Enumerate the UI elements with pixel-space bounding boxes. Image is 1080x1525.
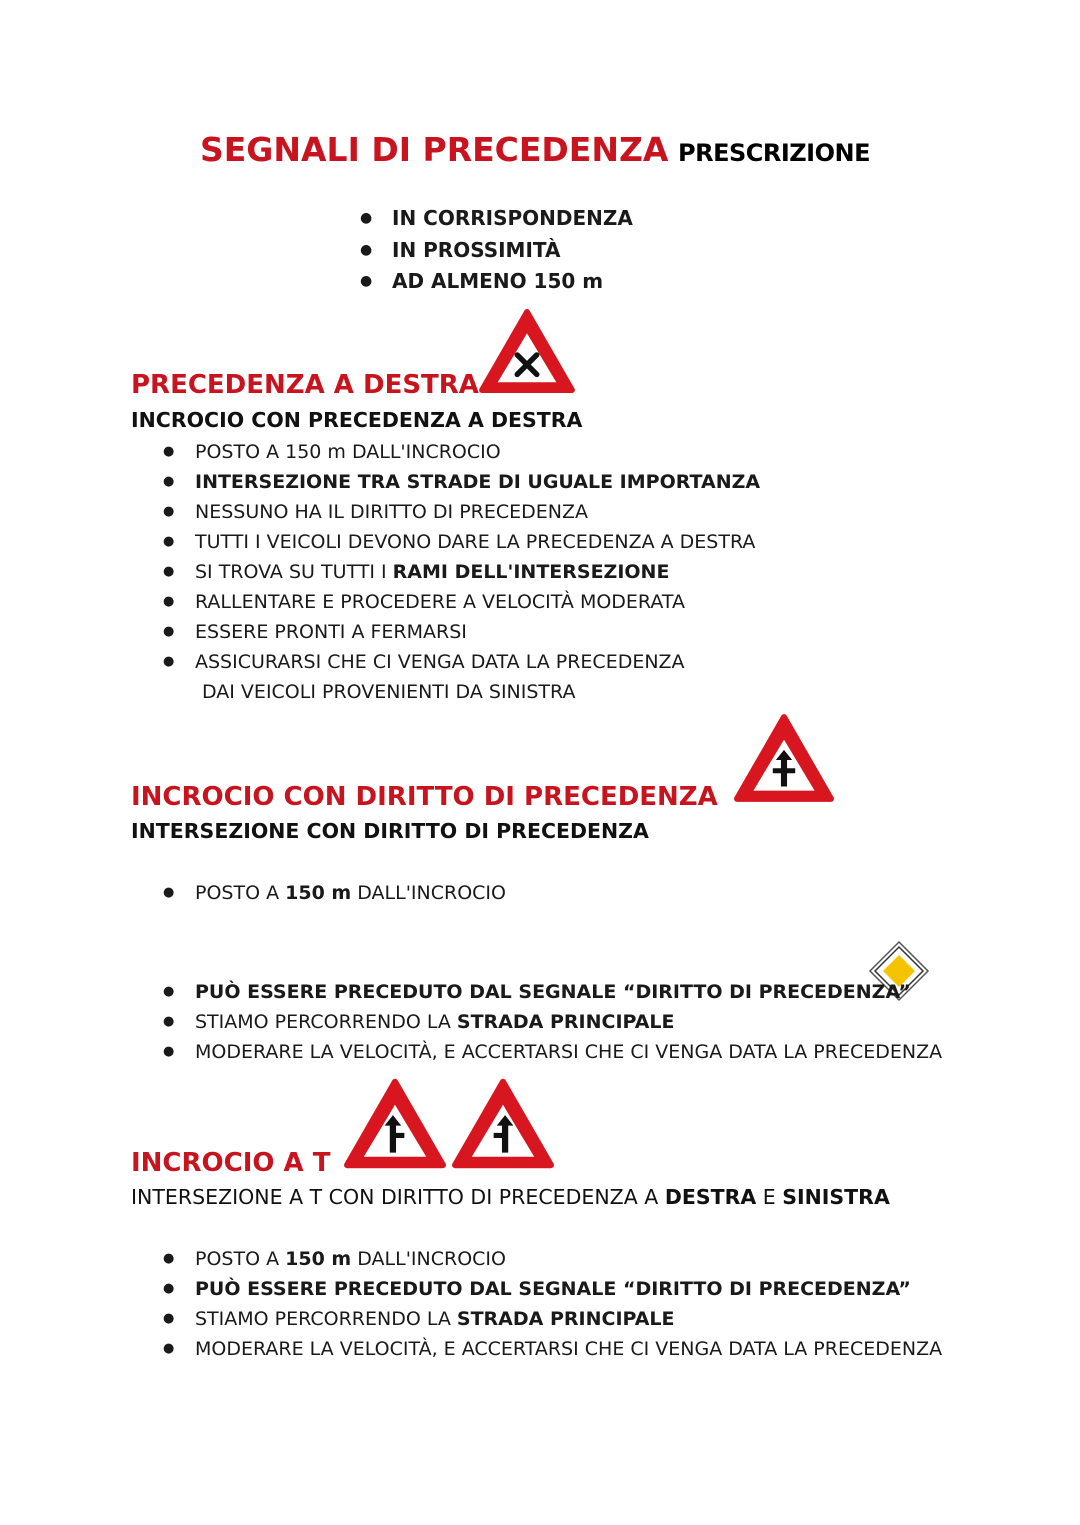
t-junction-left-sign-icon (451, 1076, 555, 1171)
list-item: ● NESSUNO HA IL DIRITTO DI PRECEDENZA (163, 497, 760, 527)
section-title-precedenza-destra: PRECEDENZA A DESTRA (131, 370, 479, 400)
section-list (163, 437, 760, 707)
list-item: ● ESSERE PRONTI A FERMARSI (163, 617, 760, 647)
list-item: ● ASSICURARSI CHE CI VENGA DATA LA PRECEDENZA (163, 647, 760, 677)
section-title-diritto-precedenza: INCROCIO CON DIRITTO DI PRECEDENZA (131, 782, 718, 812)
list-item: ● TUTTI I VEICOLI DEVONO DARE LA PRECEDENZA A DESTRA (163, 527, 760, 557)
section-list (163, 1244, 942, 1364)
list-item: ● POSTO A 150 m DALL'INCROCIO (163, 1244, 942, 1274)
list-item: ● POSTO A 150 m DALL'INCROCIO (163, 437, 760, 467)
list-item: ● IN PROSSIMITÀ (360, 235, 633, 267)
list-item: ● STIAMO PERCORRENDO LA STRADA PRINCIPALE (163, 1007, 942, 1037)
list-item: ● IN CORRISPONDENZA (360, 203, 633, 235)
t-junction-right-sign-icon (343, 1076, 447, 1171)
list-item-continuation: DAI VEICOLI PROVENIENTI DA SINISTRA (202, 681, 576, 703)
placement-list (360, 203, 633, 298)
section-subtitle: INTERSEZIONE CON DIRITTO DI PRECEDENZA (131, 819, 649, 843)
list-item: ● SI TROVA SU TUTTI I RAMI DELL'INTERSEZIONE (163, 557, 760, 587)
list-item: ● INTERSEZIONE TRA STRADE DI UGUALE IMPORTANZA (163, 467, 760, 497)
section-list (163, 878, 506, 908)
list-item: ● MODERARE LA VELOCITÀ, E ACCERTARSI CHE CI VENGA DATA LA PRECEDENZA (163, 1334, 942, 1364)
page-subtitle: PRESCRIZIONE (678, 139, 870, 167)
list-item: ● RALLENTARE E PROCEDERE A VELOCITÀ MODERATA (163, 587, 760, 617)
list-item: ● PUÒ ESSERE PRECEDUTO DAL SEGNALE “DIRITTO DI PRECEDENZA” (163, 1274, 942, 1304)
section-title-incrocio-t: INCROCIO A T (131, 1148, 331, 1178)
priority-crossroads-sign-icon (733, 712, 835, 804)
list-item: ● MODERARE LA VELOCITÀ, E ACCERTARSI CHE CI VENGA DATA LA PRECEDENZA (163, 1037, 942, 1067)
list-item: ● STIAMO PERCORRENDO LA STRADA PRINCIPALE (163, 1304, 942, 1334)
list-item: ● AD ALMENO 150 m (360, 266, 633, 298)
section-list (163, 977, 942, 1067)
page-title: SEGNALI DI PRECEDENZA (200, 130, 669, 169)
list-item: ● POSTO A 150 m DALL'INCROCIO (163, 878, 506, 908)
section-subtitle: INCROCIO CON PRECEDENZA A DESTRA (131, 408, 583, 432)
crossroads-sign-icon (478, 308, 576, 394)
list-item: ● PUÒ ESSERE PRECEDUTO DAL SEGNALE “DIRITTO DI PRECEDENZA” (163, 977, 942, 1007)
section-subtitle: INTERSEZIONE A T CON DIRITTO DI PRECEDENZA A DESTRA E SINISTRA (131, 1185, 890, 1209)
